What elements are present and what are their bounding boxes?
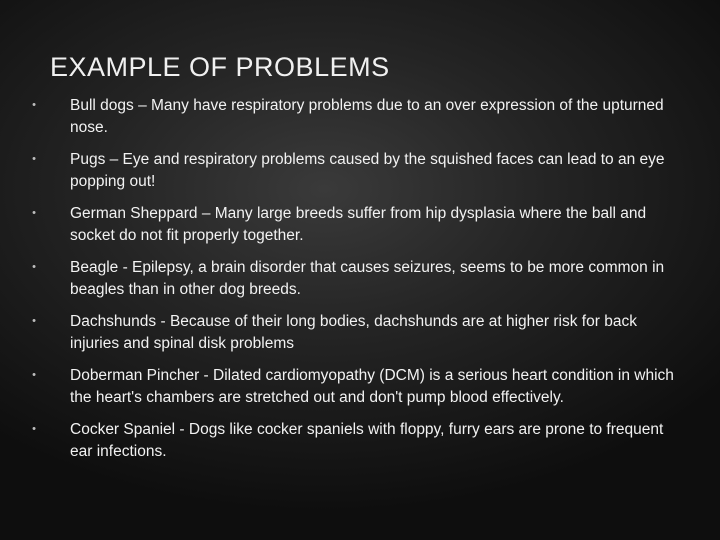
bullet-icon: • [32, 99, 36, 111]
bullet-item-bulldogs [28, 95, 688, 138]
bullet-item-dachshunds [28, 311, 688, 354]
slide-title: EXAMPLE OF PROBLEMS [50, 52, 390, 82]
bullet-item-beagle [28, 257, 688, 300]
bullet-icon: • [32, 369, 36, 381]
bullet-text: Dachshunds - Because of their long bodies, dachshunds are at higher risk for back injuries and spinal disk problems [70, 313, 637, 352]
bullet-text: Pugs – Eye and respiratory problems caused by the squished faces can lead to an eye popping out! [70, 151, 665, 190]
bullet-item-pugs [28, 149, 688, 192]
bullet-item-cocker-spaniel [28, 419, 688, 462]
bullet-icon: • [32, 315, 36, 327]
bullet-item-german-sheppard [28, 203, 688, 246]
bullet-text: Cocker Spaniel - Dogs like cocker spaniels with floppy, furry ears are prone to frequent ear infections. [70, 421, 664, 460]
bullet-icon: • [32, 261, 36, 273]
bullet-item-doberman [28, 365, 688, 408]
bullet-text: Doberman Pincher - Dilated cardiomyopathy (DCM) is a serious heart condition in which the heart's chambers are stretched out and don't pump blood effectively. [70, 367, 674, 406]
bullet-text: Bull dogs – Many have respiratory problems due to an over expression of the upturned nose. [70, 97, 664, 136]
bullet-icon: • [32, 153, 36, 165]
bullet-icon: • [32, 423, 36, 435]
bullet-text: German Sheppard – Many large breeds suffer from hip dysplasia where the ball and socket do not fit properly together. [70, 205, 647, 244]
bullet-text: Beagle - Epilepsy, a brain disorder that causes seizures, seems to be more common in beagles than in other dog breeds. [70, 259, 665, 298]
bullet-icon: • [32, 207, 36, 219]
bullet-list [28, 95, 688, 473]
